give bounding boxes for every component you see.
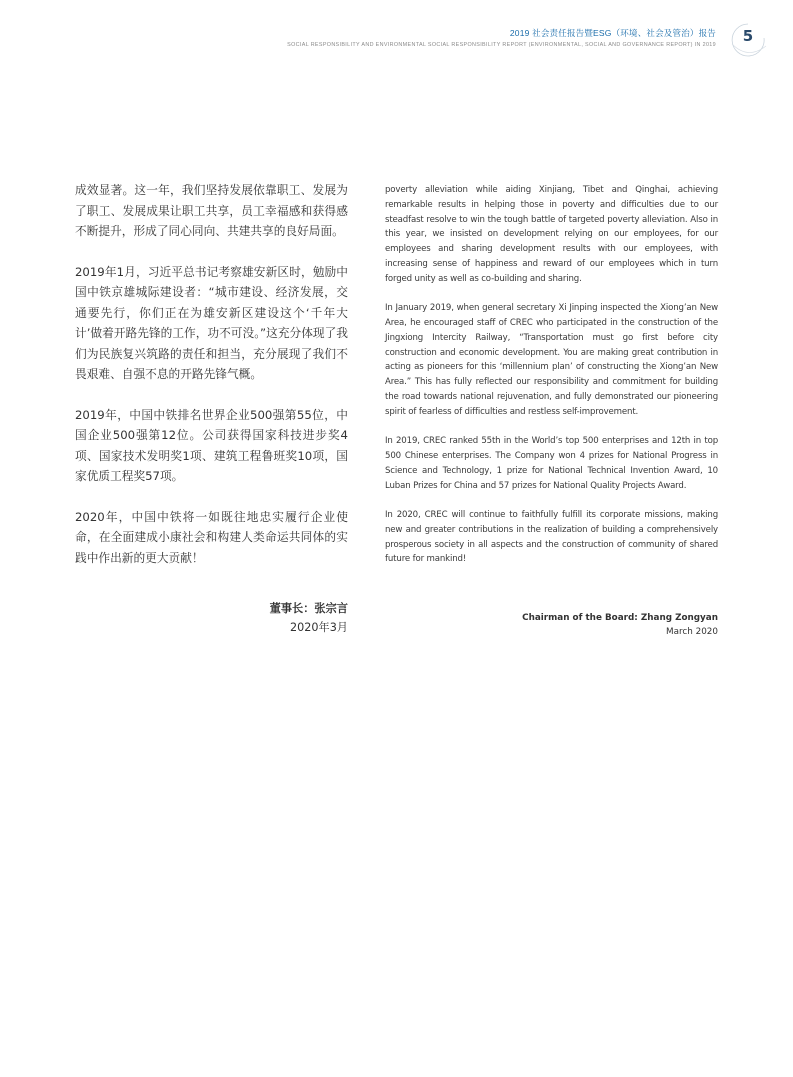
- english-signature-date: March 2020: [666, 627, 718, 637]
- english-paragraph: In January 2019, when general secretary Xi Jinping inspected the Xiong’an New Area, he encouraged staff of CREC who participated in the construction of the Jingxiong Intercity Railway, “Transportation must go first before city construction and economic development. You are making great contribution in acting as pioneers for this ‘millennium plan’ of constructing the Xiong’an New Area.” This has fully reflected our responsibility and commitment for building the road towards national rejuvenation, and fully demonstrated our pioneering spirit of fearless of difficulties and restless self-improvement.: [385, 303, 718, 417]
- english-column: [385, 183, 718, 582]
- english-paragraph: In 2019, CREC ranked 55th in the World’s top 500 enterprises and 12th in top 500 Chinese enterprises. The Company won 4 prizes for National Progress in Science and Technology, 1 prize for National Technical Invention Award, 10 Luban Prizes for China and 57 prizes for National Quality Projects Award.: [385, 436, 718, 491]
- chinese-paragraph: 成效显著。这一年，我们坚持发展依靠职工、发展为了职工、发展成果让职工共享，员工幸福感和获得感不断提升，形成了同心同向、共建共享的良好局面。: [75, 183, 348, 238]
- english-signature: [385, 611, 718, 639]
- chinese-signature: [75, 599, 348, 637]
- page-number: 5: [742, 27, 754, 45]
- chinese-signature-name: 董事长：张宗言: [269, 602, 348, 615]
- chinese-paragraph: 2019年，中国中铁排名世界企业500强第55位，中国企业500强第12位。公司获得国家科技进步奖4项、国家技术发明奖1项、建筑工程鲁班奖10项，国家优质工程奖57项。: [75, 407, 348, 483]
- chinese-paragraph: 2020年，中国中铁将一如既往地忠实履行企业使命，在全面建成小康社会和构建人类命运共同体的实践中作出新的更大贡献！: [75, 509, 348, 565]
- report-title: 2019 社会责任报告暨ESG（环境、社会及管治）报告: [509, 28, 716, 38]
- chinese-paragraph: 2019年1月，习近平总书记考察雄安新区时，勉励中国中铁京雄城际建设者：“城市建设、经济发展，交通要先行，你们正在为雄安新区建设这个‘千年大计’做着开路先锋的工作，功不可没。”这充分体现了我们为民族复兴筑路的责任和担当，充分展现了我们不畏艰难、自强不息的开路先锋气概。: [75, 264, 348, 381]
- chinese-signature-date: 2020年3月: [290, 621, 348, 634]
- english-paragraph: In 2020, CREC will continue to faithfully fulfill its corporate missions, making new and greater contributions in the realization of building a comprehensively prosperous society in all aspects and the construction of community of shared future for mankind!: [385, 509, 718, 565]
- report-subtitle: SOCIAL RESPONSIBILITY AND ENVIRONMENTAL SOCIAL RESPONSIBILITY REPORT (ENVIRONMENTAL, SOCIAL AND GOVERNANCE REPORT) IN 2019: [287, 42, 716, 48]
- english-signature-name: Chairman of the Board: Zhang Zongyan: [522, 613, 718, 623]
- english-paragraph: poverty alleviation while aiding Xinjiang, Tibet and Qinghai, achieving remarkable results in helping those in poverty and difficulties due to our steadfast resolve to win the tough battle of targeted poverty alleviation. Also in this year, we insisted on development relying on our employees, for our employees and sharing development results with our employees, with increasing sense of happiness and reward of our employees which in turn forged unity as well as co-building and sharing.: [385, 185, 718, 284]
- page-number-badge: [728, 20, 768, 60]
- chinese-column: [75, 180, 348, 588]
- page-header: [0, 0, 793, 70]
